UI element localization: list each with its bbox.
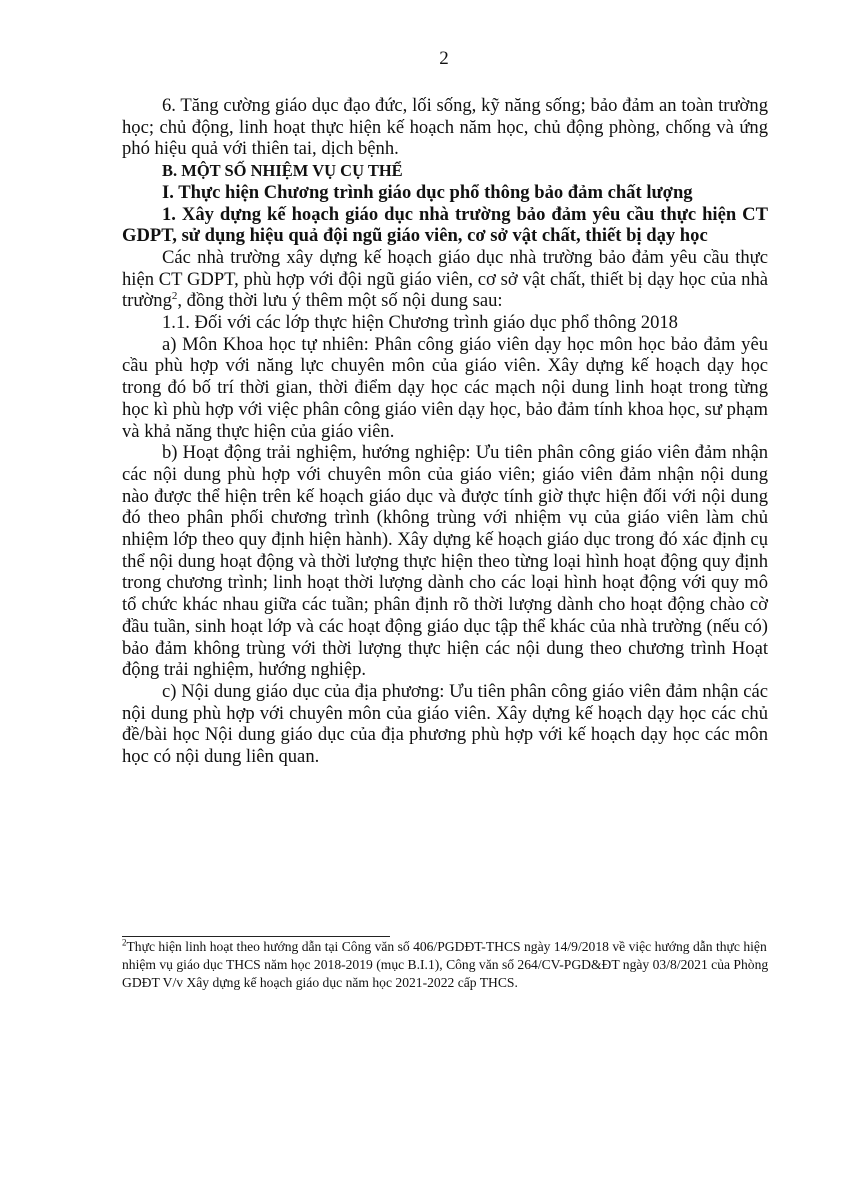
- section-heading-i: I. Thực hiện Chương trình giáo dục phổ thông bảo đảm chất lượng: [162, 181, 693, 203]
- footnote: [122, 938, 772, 992]
- footnote-marker: 2: [122, 937, 127, 948]
- section-heading-b: B. MỘT SỐ NHIỆM VỤ CỤ THỂ: [162, 161, 403, 181]
- page-number: 2: [439, 48, 449, 69]
- paragraph-school-plan: [122, 247, 768, 312]
- paragraph-text: , đồng thời lưu ý thêm một số nội dung sau:: [177, 290, 503, 312]
- document-body: [122, 95, 768, 768]
- footnote-reference[interactable]: 2: [171, 290, 178, 303]
- list-item-b: b) Hoạt động trải nghiệm, hướng nghiệp: Ưu tiên phân công giáo viên đảm nhận các nội dung phù hợp với chuyên môn của giáo viên; giáo viên đảm nhận nội dung nào được thể hiện trên kế hoạch giáo dục và được tính giờ thực hiện đối với nội dung đó theo phân phối chương trình (không trùng với nhiệm vụ của giáo viên làm chủ nhiệm lớp theo quy định hiện hành). Xây dựng kế hoạch giáo dục trong đó xác định cụ thể nội dung hoạt động và thời lượng thực hiện theo từng loại hình hoạt động quy định trong chương trình; linh hoạt thời lượng dành cho các loại hình hoạt động với quy mô tổ chức khác nhau giữa các tuần; phân định rõ thời lượng dành cho hoạt động chào cờ đầu tuần, sinh hoạt lớp và các hoạt động giáo dục tập thể khác của nhà trường (nếu có) bảo đảm không trùng với thời lượng thực hiện các nội dung theo chương trình Hoạt động trải nghiệm, hướng nghiệp.: [122, 442, 768, 681]
- list-item-a: a) Môn Khoa học tự nhiên: Phân công giáo viên dạy học môn học bảo đảm yêu cầu phù hợp với năng lực chuyên môn của giáo viên. Xây dựng kế hoạch dạy học trong đó bố trí thời gian, thời điểm dạy học các mạch nội dung linh hoạt trong từng học kì phù hợp với việc phân công giáo viên dạy học, bảo đảm tính khoa học, sư phạm và khả năng thực hiện của giáo viên.: [122, 333, 768, 442]
- list-item-c: c) Nội dung giáo dục của địa phương: Ưu tiên phân công giáo viên đảm nhận các nội dung phù hợp với chuyên môn của giáo viên. Xây dựng kế hoạch dạy học các chủ đề/bài học Nội dung giáo dục của địa phương phù hợp với kế hoạch dạy học các môn học có nội dung liên quan.: [122, 680, 768, 768]
- paragraph-item-6: 6. Tăng cường giáo dục đạo đức, lối sống, kỹ năng sống; bảo đảm an toàn trường học; chủ động, linh hoạt thực hiện kế hoạch năm học, chủ động phòng, chống và ứng phó hiệu quả với thiên tai, dịch bệnh.: [122, 95, 768, 160]
- footnote-separator: [122, 936, 390, 937]
- subsection-heading-1-1: 1.1. Đối với các lớp thực hiện Chương trình giáo dục phổ thông 2018: [162, 312, 678, 334]
- footnote-text: Thực hiện linh hoạt theo hướng dẫn tại Công văn số 406/PGDĐT-THCS ngày 14/9/2018 về việc hướng dẫn thực hiện nhiệm vụ giáo dục THCS năm học 2018-2019 (mục B.I.1), Công văn số 264/CV-PGD&ĐT ngày 03/8/2021 của Phòng GDĐT V/v Xây dựng kế hoạch giáo dục năm học 2021-2022 cấp THCS.: [122, 939, 769, 990]
- paragraph-text: Các nhà trường xây dựng kế hoạch giáo dục nhà trường bảo đảm yêu cầu thực hiện CT GDPT, phù hợp với đội ngũ giáo viên, cơ sở vật chất, thiết bị dạy học của nhà trường: [122, 246, 768, 312]
- subsection-heading-1: 1. Xây dựng kế hoạch giáo dục nhà trường bảo đảm yêu cầu thực hiện CT GDPT, sử dụng hiệu quả đội ngũ giáo viên, cơ sở vật chất, thiết bị dạy học: [122, 203, 768, 247]
